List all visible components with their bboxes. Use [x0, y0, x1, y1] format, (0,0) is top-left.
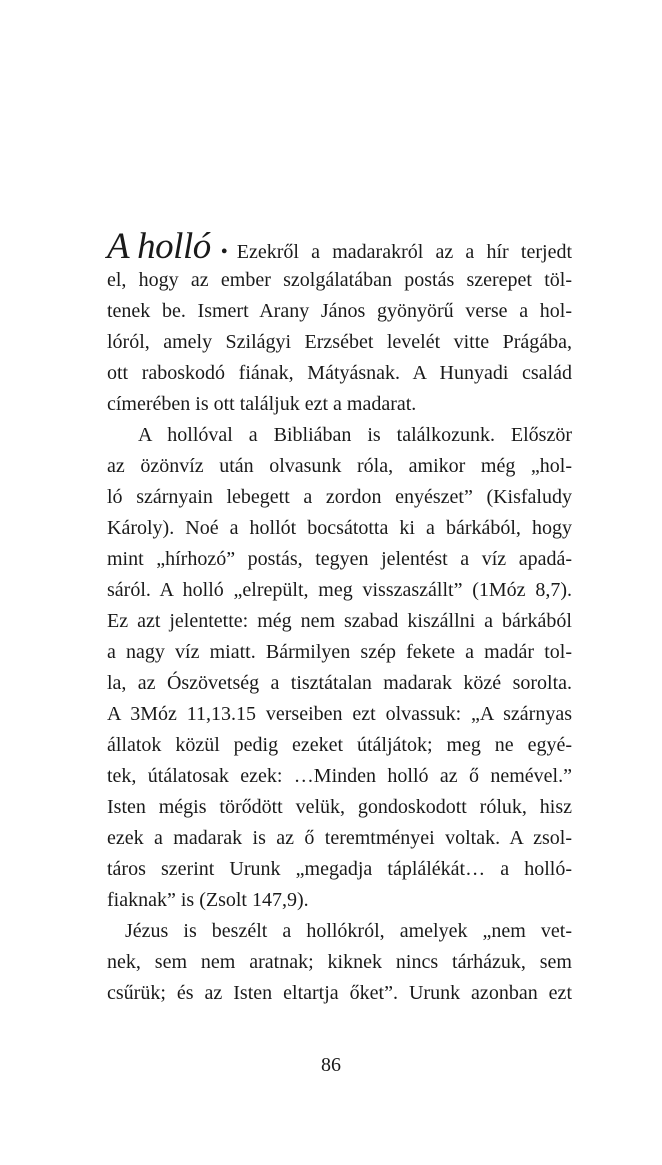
title-separator-bullet: • [220, 241, 228, 263]
paragraph-3 [107, 916, 572, 1009]
text-line: tenek be. Ismert Arany János gyönyörű verse a hol- [107, 300, 572, 322]
text-line: A 3Móz 11,13.15 verseiben ezt olvassuk: „A szárnyas [107, 703, 572, 725]
text-line: sáról. A holló „elrepült, meg visszaszállt” (1Móz 8,7). [107, 579, 572, 601]
article-first-line [107, 228, 572, 265]
text-line: A hollóval a Bibliában is találkozunk. Először [138, 424, 572, 446]
text-line: ezek a madarak is az ő teremtményei voltak. A zsol- [107, 827, 572, 849]
article-body [107, 226, 572, 1009]
article-title: A holló [107, 226, 211, 267]
paragraph-1 [107, 265, 572, 420]
text-line: tek, útálatosak ezek: …Minden holló az ő nemével.” [107, 765, 572, 787]
text-line: mint „hírhozó” postás, tegyen jelentést a víz apadá- [107, 548, 572, 570]
text-line: la, az Ószövetség a tisztátalan madarak közé sorolta. [107, 672, 572, 694]
text-line: állatok közül pedig ezeket útáljátok; meg ne egyé- [107, 734, 572, 756]
text-line: táros szerint Urunk „megadja táplálékát… a holló- [107, 858, 572, 880]
text-line: Ez azt jelentette: még nem szabad kiszállni a bárkából [107, 610, 572, 632]
text-line: ott raboskodó fiának, Mátyásnak. A Hunyadi család [107, 362, 572, 384]
text-line: címerében is ott találjuk ezt a madarat. [107, 393, 417, 415]
first-line-text: Ezekről a madarakról az a hír terjedt [236, 241, 572, 263]
page-number: 86 [321, 1054, 341, 1076]
text-line: lóról, amely Szilágyi Erzsébet levelét vitte Prágába, [107, 331, 572, 353]
text-line: Jézus is beszélt a hollókról, amelyek „nem vet- [125, 920, 572, 942]
text-line: Károly). Noé a hollót bocsátotta ki a bárkából, hogy [107, 517, 572, 539]
text-line: az özönvíz után olvasunk róla, amikor még „hol- [107, 455, 572, 477]
text-line: a nagy víz miatt. Bármilyen szép fekete a madár tol- [107, 641, 572, 663]
text-line: nek, sem nem aratnak; kiknek nincs tárházuk, sem [107, 951, 572, 973]
text-line: Isten mégis törődött velük, gondoskodott róluk, hisz [107, 796, 572, 818]
paragraph-2 [107, 420, 572, 916]
text-line: fiaknak” is (Zsolt 147,9). [107, 889, 309, 911]
text-line: ló szárnyain lebegett a zordon enyészet” (Kisfaludy [107, 486, 572, 508]
text-line: csűrük; és az Isten eltartja őket”. Urunk azonban ezt [107, 982, 572, 1004]
text-line: el, hogy az ember szolgálatában postás szerepet töl- [107, 269, 572, 291]
